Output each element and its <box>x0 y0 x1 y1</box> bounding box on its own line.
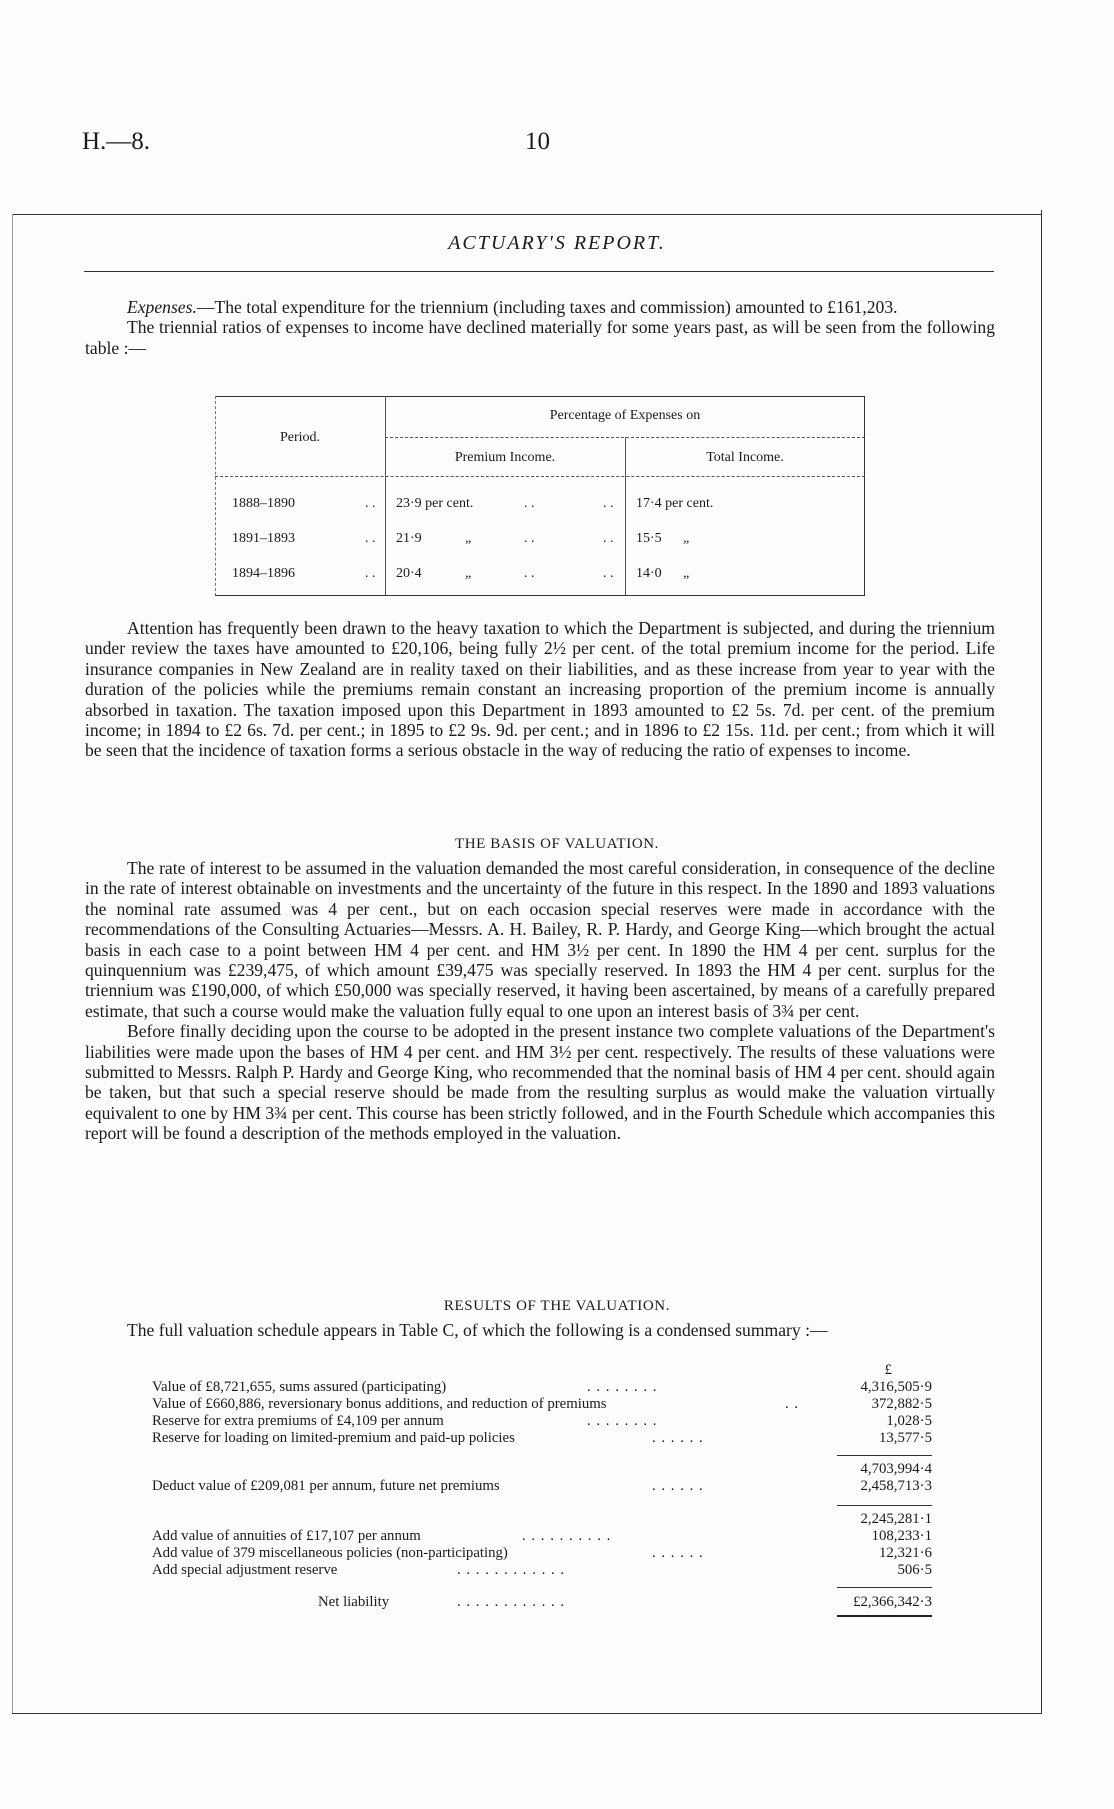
basis-paragraph-1: The rate of interest to be assumed in the valuation demanded the most careful consideration, in consequence of the decline in the rate of interest obtainable on investments and the uncertainty of the future in this respect. In the 1890 and 1893 valuations the nominal rate assumed was 4 per cent., but on each occasion special reserves were made in accordance with the recommendations of the Consulting Actuaries—Messrs. A. H. Bailey, R. P. Hardy, and George King—which brought the actual basis in each case to a point between HM 4 per cent. and HM 3½ per cent. In 1890 the HM 4 per cent. surplus for the quinquennium was £239,475, of which amount £39,475 was specially reserved. In 1893 the HM 4 per cent. surplus for the triennium was £190,000, of which £50,000 was specially reserved, it having been ascertained, by means of a carefully prepared estimate, that such a course would make the valuation fully equal to one upon an interest basis of 3¾ per cent. <box>85 858 995 1021</box>
taxation-section <box>85 618 995 761</box>
line-label: Add special adjustment reserve <box>152 1562 338 1578</box>
expense-ratio-table: Period. Percentage of Expenses on Premium Income. Total Income. 1888–1890 . . 23·9 per cent. . . . . 17·4 per cent. 1891–1893 . . 21·9 „ . . . . 15·5 „ 1894–1896 . . 20·4 „ . . . . 14·0 „ <box>215 396 865 596</box>
line-amount: 13,577·5 <box>878 1430 932 1446</box>
ditto-mark: „ <box>683 566 691 581</box>
valuation-summary <box>152 1362 932 1622</box>
col-group-header: Percentage of Expenses on <box>549 408 701 423</box>
ditto-mark: „ <box>465 531 473 546</box>
deduct-line: Deduct value of £209,081 per annum, future net premiums . . . . . . 2,458,713·3 <box>152 1478 932 1494</box>
total-cell: 17·4 per cent. <box>636 496 714 511</box>
line-amount: 108,233·1 <box>871 1528 932 1544</box>
valuation-line: Add special adjustment reserve . . . . . . . . . . . . 506·5 <box>152 1562 932 1578</box>
line-label: Value of £8,721,655, sums assured (participating) <box>152 1379 447 1395</box>
frame-right-rule <box>1041 210 1042 1714</box>
expenses-section <box>85 297 995 358</box>
premium-cell: 21·9 <box>396 531 422 546</box>
basis-paragraph-2: Before finally deciding upon the course to be adopted in the present instance two complete valuations of the Department's liabilities were made upon the bases of HM 4 per cent. and HM 3½ per cent. respectively. The results of these valuations were submitted to Messrs. Ralph P. Hardy and George King, who recommended that the nominal basis of HM 4 per cent. should again be taken, but that such a special reserve should be made from the resulting surplus as would make the valuation virtually equivalent to one by HM 3¾ per cent. This course has been strictly followed, and in the Fourth Schedule which accompanies this report will be found a description of the methods employed in the valuation. <box>85 1021 995 1144</box>
ratios-intro: The triennial ratios of expenses to income have declined materially for some years past, as will be seen from the following table :— <box>85 317 995 358</box>
premium-cell: 23·9 per cent. <box>396 496 474 511</box>
page-number: 10 <box>525 128 550 155</box>
net-liability-label: Net liability <box>318 1594 390 1610</box>
taxation-paragraph: Attention has frequently been drawn to the heavy taxation to which the Department is subjected, and during the triennium under review the taxes have amounted to £20,106, being fully 2½ per cent. of the total premium income for the period. Life insurance companies in New Zealand are in reality taxed on their liabilities, and as these increase from year to year with the duration of the policies while the premiums remain constant an increasing proportion of the premium income is annually absorbed in taxation. The taxation imposed upon this Department in 1893 amounted to £2 5s. 7d. per cent. of the premium income; in 1894 to £2 6s. 7d. per cent.; in 1895 to £2 9s. 9d. per cent.; and in 1896 to £2 15s. 11d. per cent.; from which it will be seen that the incidence of taxation forms a serious obstacle in the way of reducing the ratio of expenses to income. <box>85 618 995 761</box>
net-liability-amount: £2,366,342·3 <box>853 1594 932 1610</box>
title-rule <box>84 271 994 272</box>
line-label: Add value of annuities of £17,107 per annum <box>152 1528 421 1544</box>
valuation-line: Value of £660,886, reversionary bonus additions, and reduction of premiums . . 372,882·5 <box>152 1396 932 1412</box>
valuation-line: Add value of 379 miscellaneous policies (non-participating) . . . . . . 12,321·6 <box>152 1545 932 1561</box>
frame-top-rule <box>12 214 1042 215</box>
expenses-lead: Expenses. <box>127 297 197 317</box>
line-amount: 506·5 <box>897 1562 932 1578</box>
net-liability-line: Net liability . . . . . . . . . . . . £2,366,342·3 <box>318 1594 932 1610</box>
line-label: Reserve for loading on limited-premium and paid-up policies <box>152 1430 515 1446</box>
valuation-line: Value of £8,721,655, sums assured (participating) . . . . . . . . 4,316,505·9 <box>152 1379 932 1395</box>
line-amount: 2,458,713·3 <box>860 1478 932 1494</box>
line-amount: 372,882·5 <box>871 1396 932 1412</box>
line-label: Add value of 379 miscellaneous policies (non-participating) <box>152 1545 508 1561</box>
ditto-mark: „ <box>465 566 473 581</box>
line-label: Deduct value of £209,081 per annum, future net premiums <box>152 1478 500 1494</box>
valuation-line: Reserve for loading on limited-premium and paid-up policies . . . . . . 13,577·5 <box>152 1430 932 1446</box>
line-amount: 1,028·5 <box>886 1413 932 1429</box>
line-amount: 12,321·6 <box>878 1545 932 1561</box>
subtotal-amount: 2,245,281·1 <box>860 1511 932 1527</box>
valuation-line: Reserve for extra premiums of £4,109 per annum . . . . . . . . 1,028·5 <box>152 1413 932 1429</box>
report-title: ACTUARY'S REPORT. <box>448 232 666 254</box>
document-reference: H.—8. <box>82 128 151 155</box>
col-premium-header: Premium Income. <box>454 450 556 465</box>
total-cell: 14·0 <box>636 566 662 581</box>
col-period-header: Period. <box>279 430 321 445</box>
col-total-header: Total Income. <box>706 450 784 465</box>
line-label: Value of £660,886, reversionary bonus additions, and reduction of premiums <box>152 1396 607 1412</box>
results-heading: RESULTS OF THE VALUATION. <box>443 1298 671 1314</box>
period-cell: 1894–1896 <box>232 566 295 581</box>
ditto-mark: „ <box>683 531 691 546</box>
results-intro-section <box>85 1320 995 1340</box>
period-cell: 1888–1890 <box>232 496 295 511</box>
line-label: Reserve for extra premiums of £4,109 per annum <box>152 1413 444 1429</box>
valuation-line: Add value of annuities of £17,107 per annum . . . . . . . . . . 108,233·1 <box>152 1528 932 1544</box>
basis-section <box>85 858 995 1144</box>
basis-heading: THE BASIS OF VALUATION. <box>454 836 660 852</box>
frame-left-rule <box>12 214 13 1714</box>
expenses-text: —The total expenditure for the triennium (including taxes and commission) amounted to £161,203. <box>196 297 898 317</box>
period-cell: 1891–1893 <box>232 531 295 546</box>
subtotal-amount: 4,703,994·4 <box>860 1461 932 1477</box>
results-intro: The full valuation schedule appears in Table C, of which the following is a condensed summary :— <box>127 1320 828 1340</box>
currency-symbol: £ <box>884 1362 892 1378</box>
line-amount: 4,316,505·9 <box>860 1379 932 1395</box>
frame-bottom-rule <box>12 1713 1042 1714</box>
premium-cell: 20·4 <box>396 566 422 581</box>
subtotal-line <box>152 1511 932 1529</box>
subtotal-line <box>152 1461 932 1479</box>
total-cell: 15·5 <box>636 531 662 546</box>
